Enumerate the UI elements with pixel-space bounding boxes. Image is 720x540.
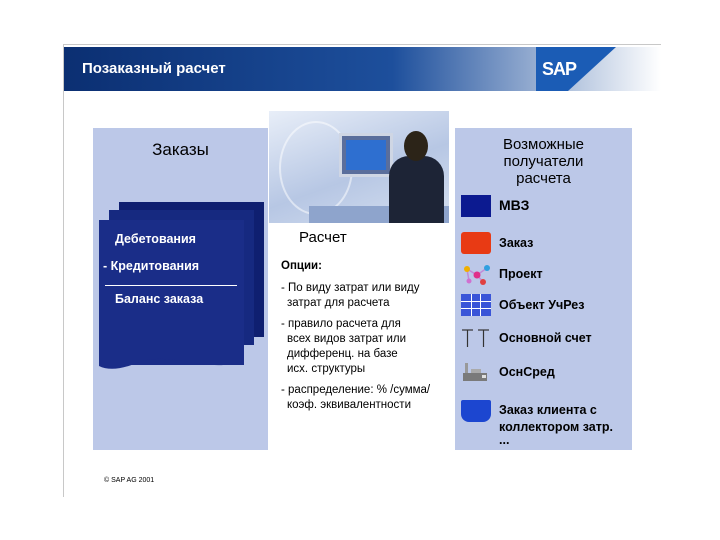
- credit-label: - Кредитования: [103, 259, 200, 273]
- copyright: © SAP AG 2001: [104, 477, 155, 484]
- option-line: затрат для расчета: [287, 297, 390, 309]
- receiver-asset: [461, 361, 631, 385]
- settlement-title: Расчет: [299, 229, 347, 246]
- receiver-label: МВЗ: [499, 197, 530, 213]
- balance-label: Баланс заказа: [115, 292, 204, 306]
- photo-person-head: [404, 131, 428, 161]
- office-photo: [269, 111, 449, 223]
- mvz-icon: [461, 195, 491, 217]
- receiver-label: ОснСред: [499, 365, 555, 379]
- receivers-title-line: расчета: [516, 170, 571, 187]
- receiver-label: Основной счет: [499, 331, 592, 345]
- option-line: - По виду затрат или виду: [281, 282, 420, 294]
- page-title: Позаказный расчет: [82, 60, 226, 77]
- option-line: исх. структуры: [287, 363, 366, 375]
- receivers-title: [455, 136, 632, 187]
- header-bar: [64, 47, 661, 91]
- options-subtitle: Опции:: [281, 260, 322, 272]
- option-line: коэф. эквивалентности: [287, 399, 411, 411]
- debit-label: Дебетования: [115, 232, 196, 246]
- receiver-order: [461, 232, 631, 256]
- account-t-icon: [461, 327, 491, 349]
- receiver-label: Проект: [499, 267, 543, 281]
- option-line: - правило расчета для: [281, 318, 401, 330]
- option-item: [281, 317, 451, 377]
- photo-person-body: [389, 156, 444, 223]
- cube-grid-icon: [461, 294, 491, 316]
- document-wave: [99, 352, 244, 372]
- option-line: - распределение: % /сумма/: [281, 384, 431, 396]
- option-line: всех видов затрат или: [287, 333, 407, 345]
- document-stack-icon: [99, 202, 257, 372]
- option-item: [281, 281, 451, 311]
- receiver-label: ...: [499, 433, 510, 447]
- receiver-label: Заказ: [499, 236, 534, 250]
- project-network-icon: [461, 263, 491, 285]
- receiver-label: Объект УчРез: [499, 298, 585, 312]
- orders-panel: [93, 128, 268, 450]
- settlement-panel: [269, 223, 449, 453]
- receiver-gl-account: [461, 327, 631, 351]
- receiver-client-order: [461, 400, 631, 450]
- receiver-label: коллектором затр.: [499, 420, 613, 434]
- settlement-options: [281, 259, 451, 413]
- order-icon: [461, 232, 491, 254]
- option-item: [281, 383, 451, 413]
- receiver-project: [461, 263, 631, 287]
- client-order-icon: [461, 400, 491, 422]
- option-line: дифференц. на базе: [287, 348, 398, 360]
- photo-monitor: [339, 133, 393, 177]
- asset-machine-icon: [461, 361, 491, 383]
- receivers-title-line: Возможные: [503, 136, 584, 153]
- document-divider: [105, 285, 237, 286]
- receiver-label: Заказ клиента с: [499, 403, 597, 417]
- slide: [63, 44, 661, 497]
- orders-title: Заказы: [152, 140, 209, 159]
- sap-logo: [536, 47, 626, 91]
- receivers-title-line: получатели: [503, 153, 584, 170]
- receiver-mvz: [461, 195, 631, 219]
- receiver-profit-object: [461, 294, 631, 318]
- receivers-panel: [455, 128, 632, 450]
- sap-logo-text: SAP: [542, 59, 577, 79]
